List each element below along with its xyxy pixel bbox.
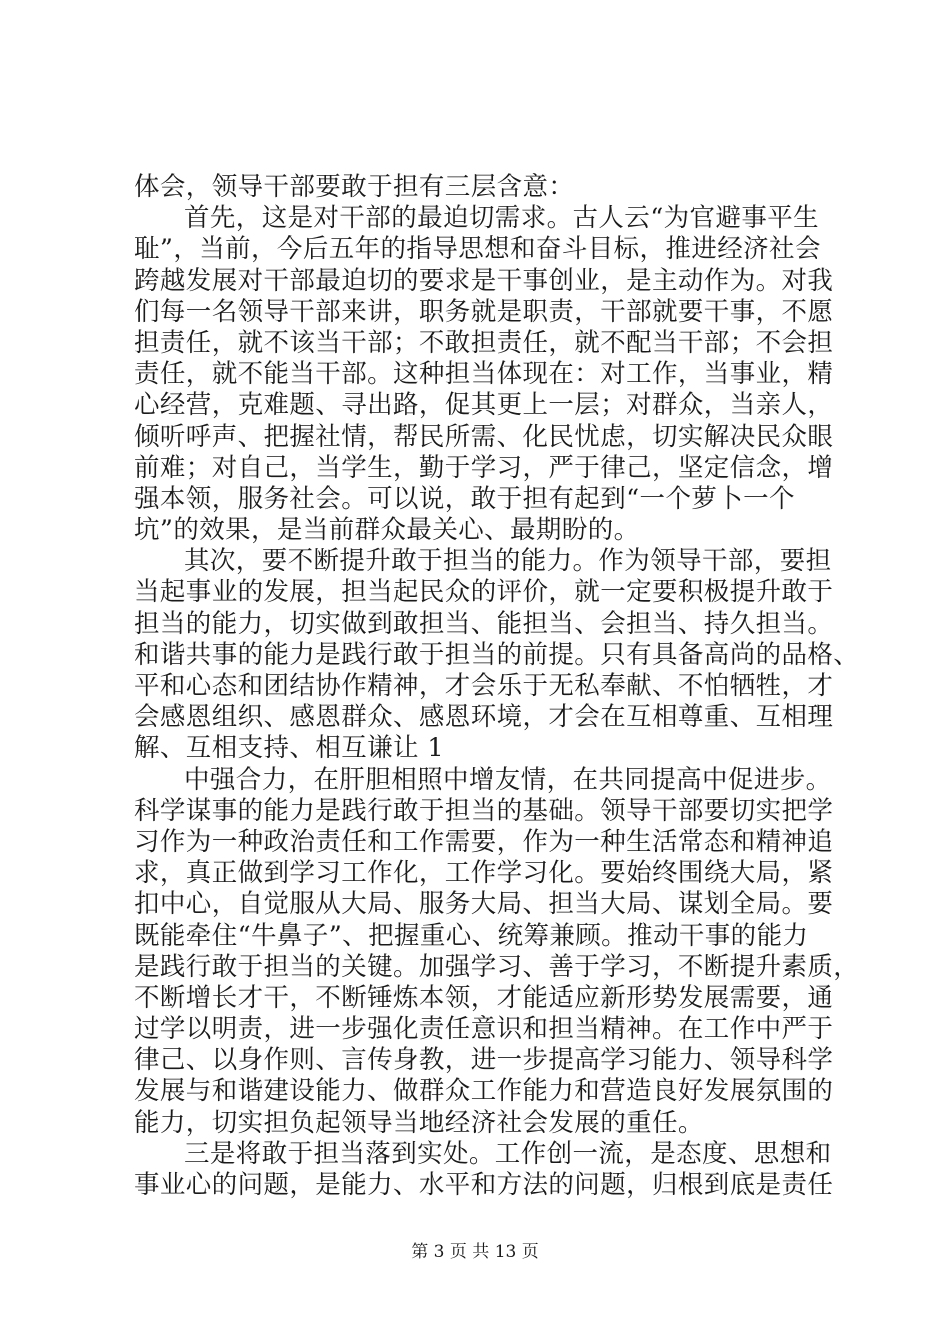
text-line: 是践行敢于担当的关键。加强学习、善于学习，不断提升素质， xyxy=(134,951,860,982)
text-line: 当起事业的发展，担当起民众的评价，就一定要积极提升敢于 xyxy=(134,577,834,608)
text-line: 事业心的问题，是能力、水平和方法的问题，归根到底是责任 xyxy=(134,1170,834,1200)
text-line: 平和心态和团结协作精神，才会乐于无私奉献、不怕牺牲，才 xyxy=(134,671,834,701)
text-line: 科学谋事的能力是践行敢于担当的基础。领导干部要切实把学 xyxy=(134,795,834,826)
text-line: 不断增长才干，不断锤炼本领，才能适应新形势发展需要，通 xyxy=(134,982,834,1013)
text-line: 习作为一种政治责任和工作需要，作为一种生活常态和精神追 xyxy=(134,826,834,857)
text-line: 跨越发展对干部最迫切的要求是干事创业，是主动作为。对我 xyxy=(134,265,834,296)
paragraph-first-line: 其次，要不断提升敢于担当的能力。作为领导干部，要担 xyxy=(184,546,832,577)
text-line: 们每一名领导干部来讲，职务就是职责，干部就要干事，不愿 xyxy=(134,296,834,327)
text-line: 过学以明责，进一步强化责任意识和担当精神。在工作中严于 xyxy=(134,1014,834,1045)
text-line: 强本领，服务社会。可以说，敢于担有起到“一个萝卜一个 xyxy=(134,483,795,514)
paragraph-first-line: 中强合力，在肝胆相照中增友情，在共同提高中促进步。 xyxy=(184,764,832,795)
text-line: 心经营，克难题、寻出路，促其更上一层；对群众，当亲人， xyxy=(134,390,834,421)
text-line: 责任，就不能当干部。这种担当体现在：对工作，当事业，精 xyxy=(134,359,834,390)
text-line: 担当的能力，切实做到敢担当、能担当、会担当、持久担当。 xyxy=(134,608,834,639)
text-line: 倾听呼声、把握社情，帮民所需、化民忧虑，切实解决民众眼 xyxy=(134,421,834,452)
text-line: 律己、以身作则、言传身教，进一步提高学习能力、领导科学 xyxy=(134,1045,834,1076)
text-line: 能力，切实担负起领导当地经济社会发展的重任。 xyxy=(134,1107,704,1138)
document-body xyxy=(134,172,860,1201)
text-line: 和谐共事的能力是践行敢于担当的前提。只有具备高尚的品格、 xyxy=(134,639,860,670)
text-line: 坑”的效果，是当前群众最关心、最期盼的。 xyxy=(134,515,640,546)
text-line: 前难；对自己，当学生，勤于学习，严于律己，坚定信念，增 xyxy=(134,452,834,483)
paragraph-first-line: 首先，这是对干部的最迫切需求。古人云“为官避事平生 xyxy=(184,203,820,234)
text-line: 解、互相支持、相互谦让 1 xyxy=(134,733,445,764)
text-line: 体会，领导干部要敢于担有三层含意： xyxy=(134,172,575,202)
text-line: 求，真正做到学习工作化，工作学习化。要始终围绕大局，紧 xyxy=(134,858,834,889)
page-footer: 第 3 页 共 13 页 xyxy=(411,1242,539,1262)
paragraph-first-line: 三是将敢于担当落到实处。工作创一流，是态度、思想和 xyxy=(184,1138,832,1169)
text-line: 既能牵住“牛鼻子”、把握重心、统筹兼顾。推动干事的能力 xyxy=(134,920,809,951)
text-line: 担责任，就不该当干部；不敢担责任，就不配当干部；不会担 xyxy=(134,327,834,358)
text-line: 发展与和谐建设能力、做群众工作能力和营造良好发展氛围的 xyxy=(134,1076,834,1107)
text-line: 扣中心，自觉服从大局、服务大局、担当大局、谋划全局。要 xyxy=(134,889,834,920)
text-line: 会感恩组织、感恩群众、感恩环境，才会在互相尊重、互相理 xyxy=(134,702,834,733)
text-line: 耻”，当前，今后五年的指导思想和奋斗目标，推进经济社会 xyxy=(134,234,821,265)
